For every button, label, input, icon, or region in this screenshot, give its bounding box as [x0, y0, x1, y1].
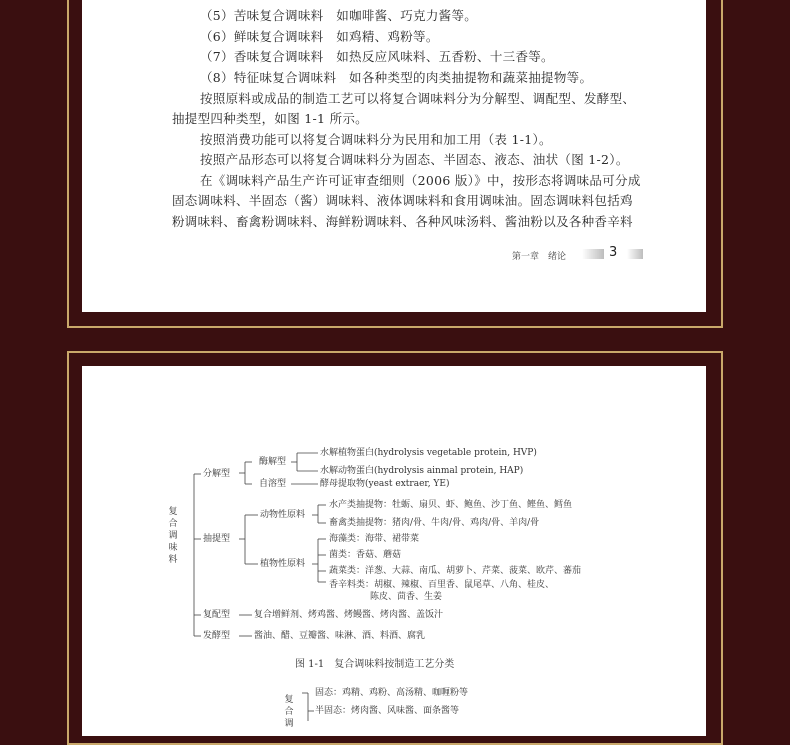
decomp-type-label: 分解型 [203, 469, 231, 479]
compound-items-text: 复合增鲜剂、烤鸡酱、烤鳗酱、烤肉酱、盖饭汁 [254, 610, 444, 620]
page-number: 3 [609, 245, 618, 260]
semisolid-text: 半固态：烤肉酱、风味酱、面条酱等 [315, 706, 460, 716]
enzyme-type-label: 酶解型 [259, 457, 287, 467]
paragraph-line: 按照消费功能可以将复合调味料分为民用和加工用（表 1-1）。 [200, 132, 552, 147]
top-page [82, 0, 706, 312]
figure1-root: 复合调味料 [168, 507, 178, 565]
paragraph-line: 按照原料或成品的制造工艺可以将复合调味料分为分解型、调配型、发酵型、 [200, 91, 636, 106]
figure2-root: 复合调 [284, 695, 294, 729]
ferment-items-text: 酱油、醋、豆瓣酱、味淋、酒、料酒、腐乳 [254, 631, 426, 641]
extract-type-label: 抽提型 [203, 534, 231, 544]
spices-text-1: 香辛料类：胡椒、辣椒、百里香、鼠尾草、八角、桂皮、 [329, 580, 555, 590]
plant-material-label: 植物性原料 [260, 559, 306, 569]
autolysis-type-label: 自溶型 [259, 479, 287, 489]
livestock-extract-text: 畜禽类抽提物：猪肉/骨、牛肉/骨、鸡肉/骨、羊肉/骨 [329, 518, 540, 528]
solid-text: 固态：鸡精、鸡粉、高汤精、咖喱粉等 [315, 688, 469, 698]
hap-text: 水解动物蛋白(hydrolysis ainmal protein, HAP) [320, 466, 524, 476]
list-item-8: （8）特征味复合调味料 如各种类型的肉类抽提物和蔬菜抽提物等。 [200, 70, 593, 85]
seafood-extract-text: 水产类抽提物：牡蛎、扇贝、虾、鲍鱼、沙丁鱼、鲣鱼、鳕鱼 [329, 500, 573, 510]
ye-text: 酵母提取物(yeast extraer, YE) [320, 479, 450, 489]
bottom-page [82, 366, 706, 736]
hvp-text: 水解植物蛋白(hydrolysis vegetable protein, HVP) [320, 448, 537, 458]
paragraph-line: 固态调味料、半固态（酱）调味料、液体调味料和食用调味油。固态调味料包括鸡 [172, 193, 633, 208]
spices-text-2: 陈皮、茴香、生姜 [370, 592, 443, 602]
paragraph-line: 粉调味料、畜禽粉调味料、海鲜粉调味料、各种风味汤料、酱油粉以及各种香辛料 [172, 214, 633, 229]
chapter-footer: 第一章 绪论 [512, 252, 567, 262]
vegetables-text: 蔬菜类：洋葱、大蒜、南瓜、胡萝卜、芹菜、菠菜、欧芹、蕃茄 [329, 566, 582, 576]
paragraph-line: 抽提型四种类型，如图 1-1 所示。 [172, 111, 368, 126]
list-item-6: （6）鲜味复合调味料 如鸡精、鸡粉等。 [200, 29, 439, 44]
compound-type-label: 复配型 [203, 610, 231, 620]
footer-bar-left [582, 249, 604, 259]
paragraph-line: 在《调味料产品生产许可证审查细则（2006 版）》中，按形态将调味品可分成 [200, 173, 641, 188]
list-item-5: （5）苦味复合调味料 如咖啡酱、巧克力酱等。 [200, 8, 478, 23]
paragraph-line: 按照产品形态可以将复合调味料分为固态、半固态、液态、油状（图 1-2）。 [200, 152, 629, 167]
ferment-type-label: 发酵型 [203, 631, 231, 641]
fungi-text: 菌类：香菇、蘑菇 [329, 550, 402, 560]
figure1-caption: 图 1-1 复合调味料按制造工艺分类 [295, 659, 455, 670]
footer-bar-right [627, 249, 643, 259]
list-item-7: （7）香味复合调味料 如热反应风味料、五香粉、十三香等。 [200, 49, 554, 64]
seaweed-text: 海藻类：海带、裙带菜 [329, 534, 420, 544]
animal-material-label: 动物性原料 [260, 510, 306, 520]
